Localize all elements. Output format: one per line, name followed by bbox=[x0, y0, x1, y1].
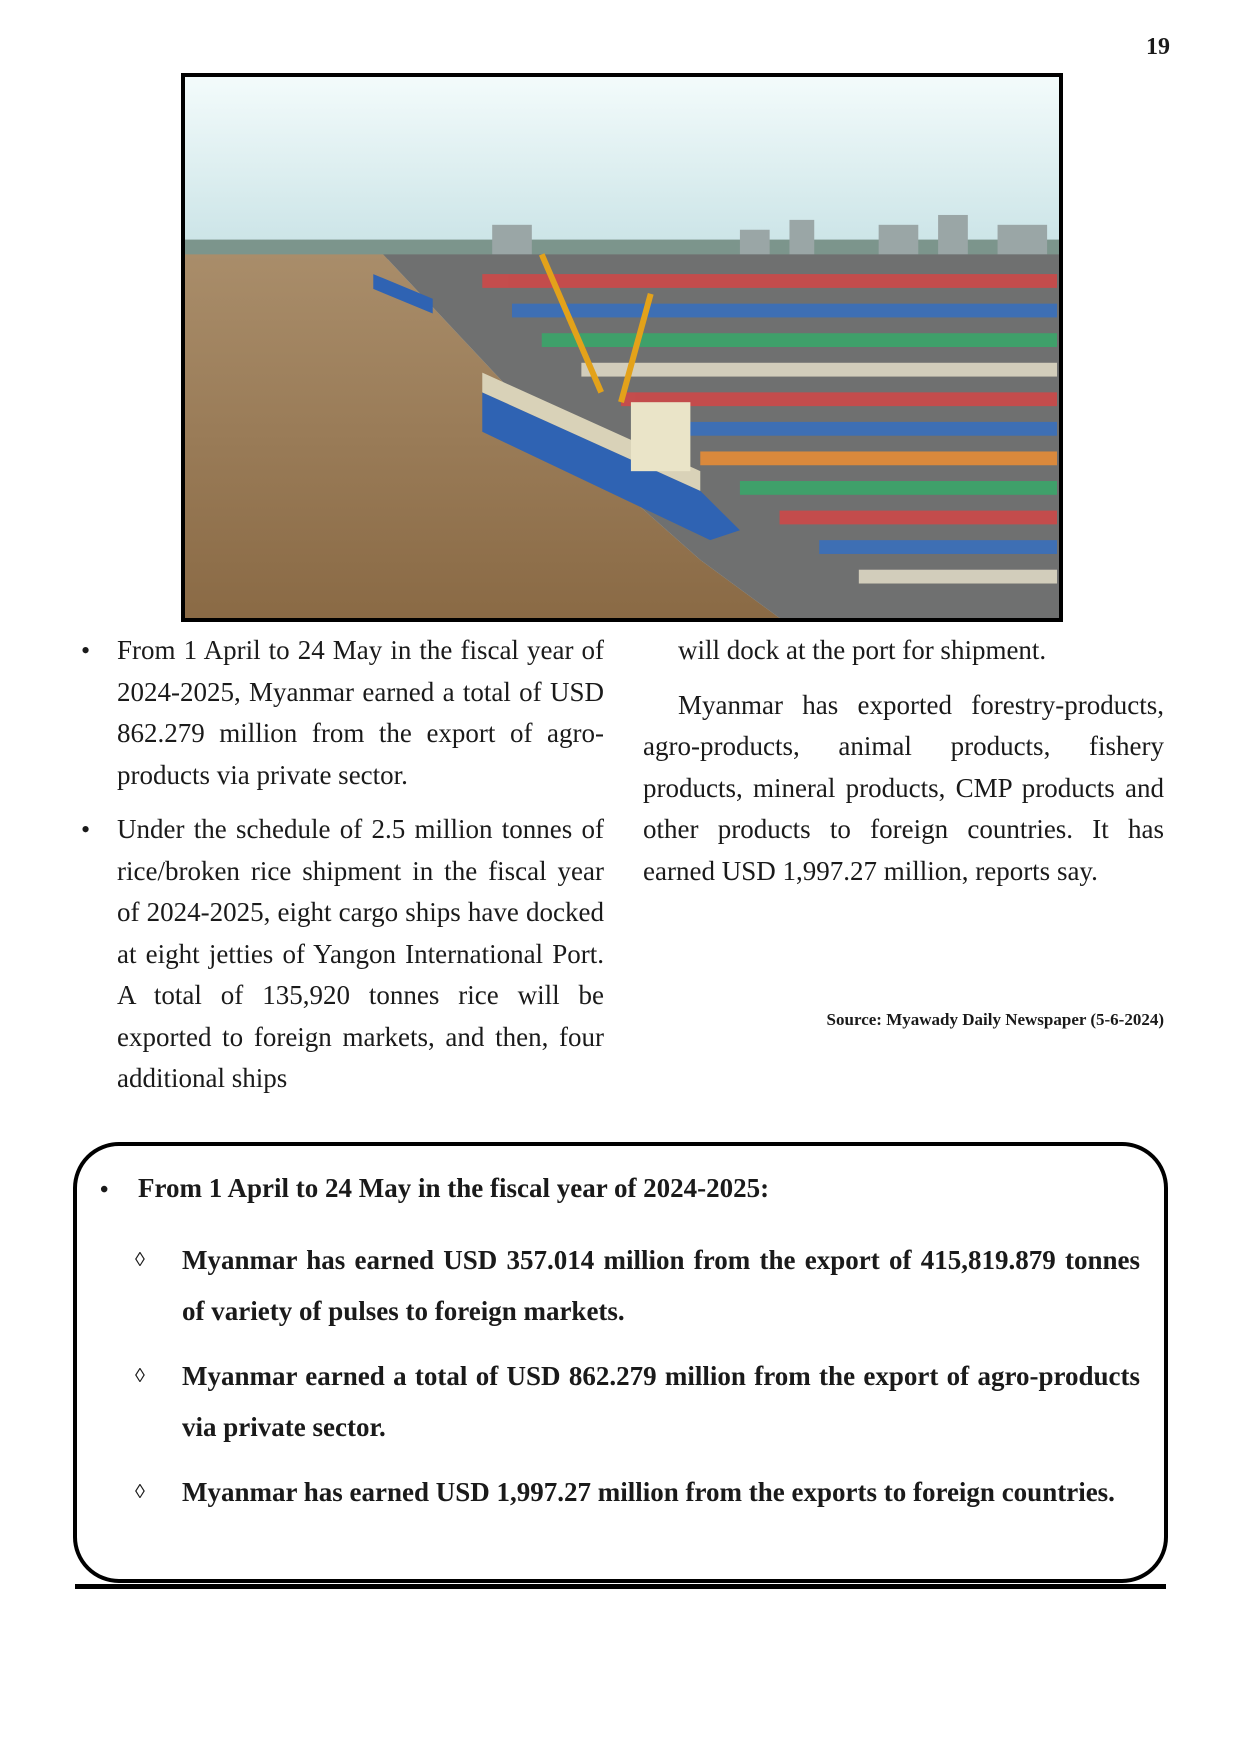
continuation-text: will dock at the port for shipment. bbox=[678, 635, 1047, 665]
diamond-bullet-icon: ◊ bbox=[135, 1481, 145, 1503]
list-item: • Under the schedule of 2.5 million tonnes of rice/broken rice shipment in the fiscal year of 2024-2025, eight cargo ships have docked at eight jetties of Yangon International Port. A total of 135,920 tonnes rice will be exported to foreign markets, and then, four additional ships bbox=[78, 809, 604, 1100]
port-illustration bbox=[185, 77, 1059, 618]
summary-heading: • From 1 April to 24 May in the fiscal year of 2024-2025: bbox=[100, 1173, 770, 1203]
list-item: ◊ Myanmar earned a total of USD 862.279 million from the export of agro-products via private sector. bbox=[135, 1351, 1140, 1453]
bullet-icon: • bbox=[81, 636, 91, 665]
bottom-rule bbox=[75, 1584, 1166, 1589]
summary-list bbox=[135, 1235, 1140, 1532]
page-number: 19 bbox=[1146, 34, 1170, 60]
diamond-bullet-icon: ◊ bbox=[135, 1365, 145, 1387]
left-column bbox=[78, 630, 604, 1113]
port-photo bbox=[181, 73, 1063, 622]
summary-box bbox=[73, 1142, 1168, 1583]
diamond-bullet-icon: ◊ bbox=[135, 1249, 145, 1271]
bullet-icon: • bbox=[81, 815, 91, 844]
source-citation: Source: Myawady Daily Newspaper (5-6-2024) bbox=[826, 1010, 1164, 1029]
right-column bbox=[643, 630, 1164, 892]
list-item: • From 1 April to 24 May in the fiscal year of 2024-2025, Myanmar earned a total of USD 862.279 million from the export of agro-products via private sector. bbox=[78, 630, 604, 796]
list-item: ◊ Myanmar has earned USD 357.014 million from the export of 415,819.879 tonnes of variety of pulses to foreign markets. bbox=[135, 1235, 1140, 1337]
paragraph: Myanmar has exported forestry-products, agro-products, animal products, fishery products, mineral products, CMP products and other products to foreign countries. It has earned USD 1,997.27 million, reports say. bbox=[643, 689, 1164, 886]
bullet-icon: • bbox=[100, 1177, 109, 1203]
list-item: ◊ Myanmar has earned USD 1,997.27 million from the exports to foreign countries. bbox=[135, 1467, 1140, 1518]
